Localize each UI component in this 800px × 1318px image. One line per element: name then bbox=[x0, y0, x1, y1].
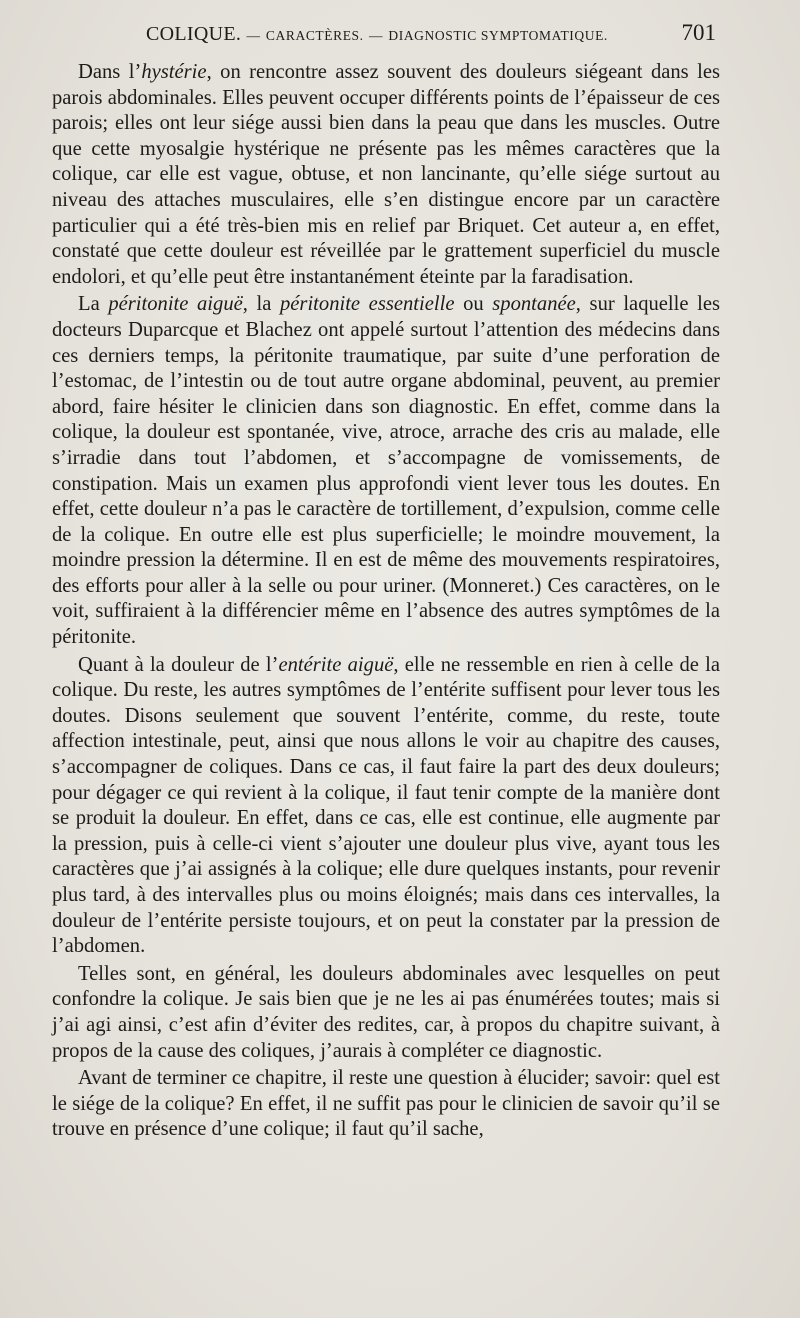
text-run: , sur laquelle les docteurs Duparcque et Blachez ont appelé surtout l’attention des médecins dans ces derniers temps, la péritonite traumatique, par suite d’une perforation de l’estomac, de l’intestin ou de tout autre organe abdominal, peuvent, au premier abord, faire hésiter le clinicien dans son diagnostic. En effet, comme dans la colique, la douleur est spontanée, vive, atroce, arrache des cris au malade, elle s’irradie dans tout l’abdomen, et s’accompagne de vomissements, de constipation. Mais un examen plus approfondi vient lever tous les doutes. En effet, cette douleur n’a pas le caractère de tortillement, d’expulsion, comme celle de la colique. En outre elle est plus superficielle; le moindre mouvement, la moindre pression la détermine. Il en est de même des mouvements respiratoires, des efforts pour aller à la selle ou pour uriner. (Monneret.) Ces caractères, on le voit, suffiraient à la différencier même en l’absence des autres symptômes de la péritonite. bbox=[52, 293, 720, 649]
text-run: , la bbox=[242, 293, 280, 316]
paragraph-peritonitis bbox=[52, 292, 720, 650]
header-chapter: COLIQUE. bbox=[146, 23, 242, 45]
page-number: 701 bbox=[681, 20, 716, 45]
text-run: Quant à la douleur de l’ bbox=[78, 653, 279, 676]
header-separator: — bbox=[368, 28, 384, 43]
header-title bbox=[146, 23, 608, 46]
italic-term: hystérie bbox=[141, 61, 207, 83]
paragraph-seat-of-colic: Avant de terminer ce chapitre, il reste une question à élucider; savoir: quel est le siége de la colique? En effet, il ne suffit pas pour le clinicien de savoir qu’il se trouve en présence d’une colique; il faut qu’il sache, bbox=[52, 1067, 720, 1141]
text-run: La bbox=[78, 293, 109, 316]
text-run: , elle ne ressemble en rien à celle de la colique. Du reste, les autres symptômes de l’entérite suffisent pour lever tous les doutes. Disons seulement que souvent l’entérite, comme, du reste, toute affection intestinale, peut, ainsi que nous allons le voir au chapitre des causes, s’accompagner de coliques. Dans ce cas, il faut faire la part des deux douleurs; pour dégager ce qui revient à la colique, il faut tenir compte de la manière dont se produit la douleur. En effet, dans ce cas, elle est continue, elle augmente par la pression, puis à celle-ci vient s’ajouter une douleur plus vive, ayant tous les caractères que j’ai assignés à la colique; elle dure quelques instants, pour revenir plus tard, à des intervalles plus ou moins éloignés; mais dans ces intervalles, la douleur de l’entérite persiste toujours, et on peut la constater par la pression de l’abdomen. bbox=[52, 653, 721, 958]
paragraph-summary: Telles sont, en général, les douleurs abdominales avec lesquelles on peut confondre la colique. Je sais bien que je ne les ai pas énumérées toutes; mais si j’ai agi ainsi, c’est afin d’éviter des redites, car, à propos du chapitre suivant, à propos de la cause des coliques, j’aurais à compléter ce diagnostic. bbox=[52, 962, 720, 1062]
header-section-characters: CARACTÈRES. bbox=[265, 28, 364, 43]
italic-term: péritonite aiguë bbox=[108, 293, 243, 316]
text-run: , on rencontre assez souvent des douleurs siégeant dans les parois abdominales. Elles peuvent occuper différents points de l’épaisseur de ces parois; elles ont leur siége aussi bien dans la peau que dans les muscles. Outre que cette myosalgie hystérique ne présente pas les mêmes caractères que la colique, car elle est vague, obtuse, et non lancinante, qu’elle siége surtout au niveau des attaches musculaires, elle s’en distingue encore par un caractère particulier qui a été très-bien mis en relief par Briquet. Cet auteur a, en effet, constaté que cette douleur est réveillée par le grattement superficiel du muscle endolori, et qu’elle peut être instantanément éteinte par la faradisation. bbox=[52, 61, 721, 288]
text-run: Dans l’ bbox=[78, 61, 142, 83]
italic-term: péritonite essentielle bbox=[280, 293, 455, 316]
text-run: ou bbox=[454, 293, 493, 316]
running-header bbox=[52, 20, 720, 50]
paragraph-hysteria bbox=[52, 60, 720, 290]
italic-term: spontanée bbox=[492, 293, 576, 316]
header-section-diagnosis: DIAGNOSTIC SYMPTOMATIQUE. bbox=[388, 28, 608, 43]
header-separator: — bbox=[246, 28, 261, 43]
body-text bbox=[52, 60, 720, 1145]
paragraph-enteritis bbox=[52, 653, 720, 960]
italic-term: entérite aiguë bbox=[278, 653, 394, 676]
